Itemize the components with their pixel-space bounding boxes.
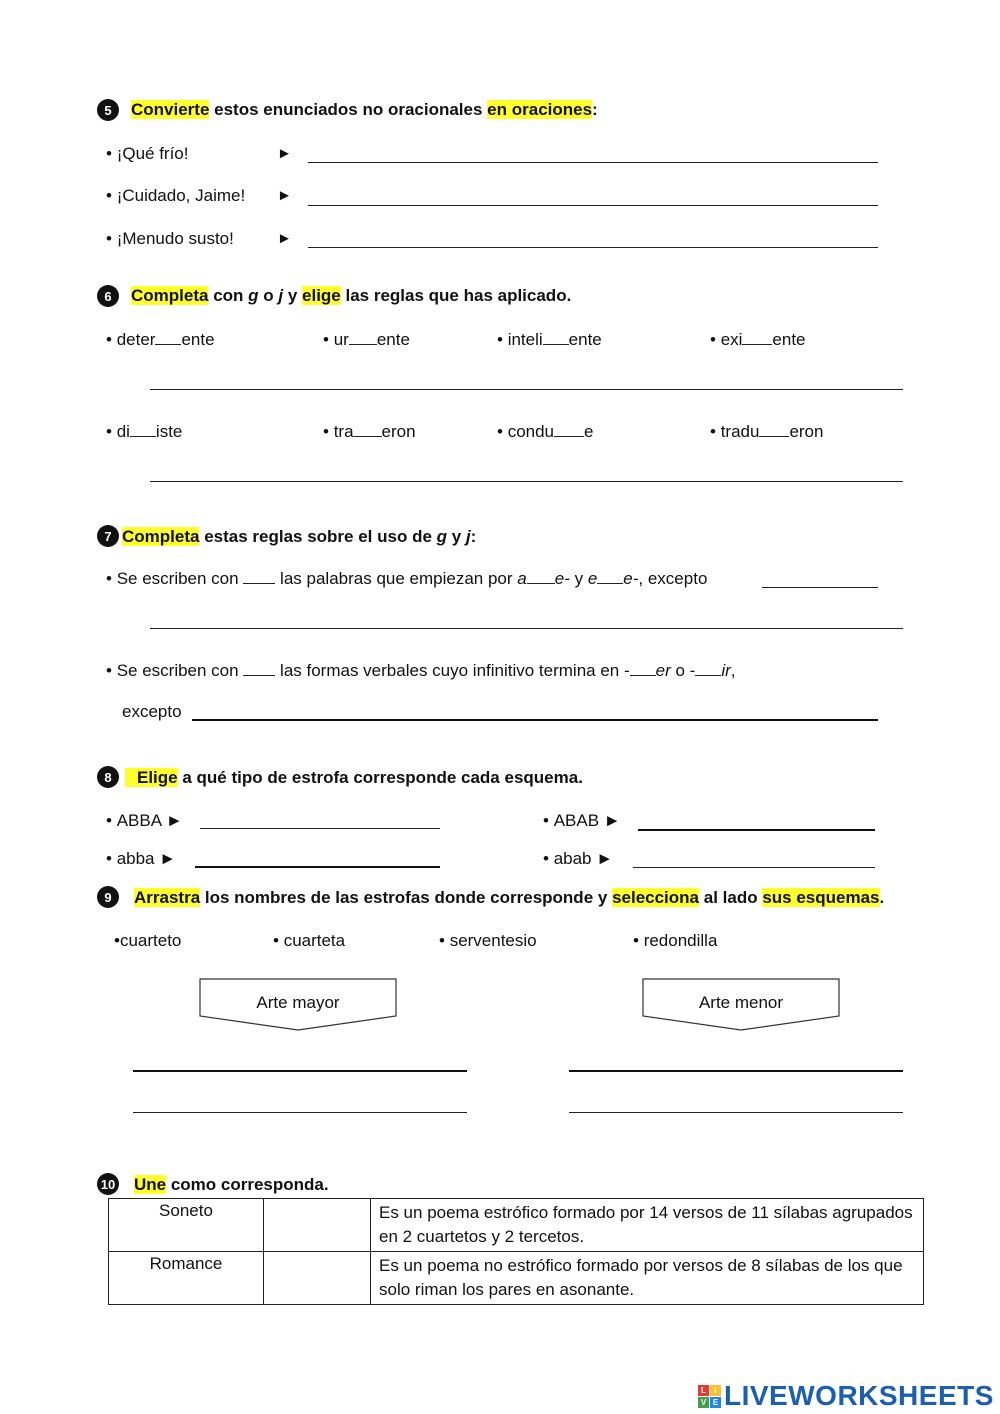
heading-highlight: sus esquemas [762, 888, 880, 907]
heading-text: con [208, 286, 249, 305]
s9-option-redondilla[interactable]: • redondilla [633, 931, 718, 950]
s5-item-1: • ¡Qué frío! [106, 144, 189, 163]
s9-option-serventesio[interactable]: • serventesio [439, 931, 537, 950]
scheme-label: ABAB ► [553, 811, 621, 830]
heading-text: y [283, 286, 303, 305]
word-part: tra [333, 422, 354, 441]
letter-blank[interactable] [349, 330, 377, 345]
letter-blank[interactable] [527, 569, 555, 584]
word-part: ente [772, 330, 806, 349]
heading-text: los nombres de las estrofas donde corresponde y [200, 888, 613, 907]
s6-rule-line-2[interactable] [150, 481, 903, 482]
s6-word-4: • exi ente [710, 330, 806, 349]
heading-text: como corresponda. [166, 1175, 329, 1194]
s5-item-text: ¡Menudo susto! [116, 229, 234, 248]
option-text: cuarteta [283, 931, 346, 950]
word-part: condu [507, 422, 555, 441]
s6-word-3: • inteli ente [497, 330, 602, 349]
s8-answer-line-4[interactable] [633, 867, 875, 868]
heading-highlight: Une [134, 1175, 167, 1194]
word-part: tradu [720, 422, 760, 441]
section-10-number: 10 [97, 1173, 119, 1195]
s8-scheme-2: • ABAB ► [543, 811, 621, 830]
s6-word-6: • tra eron [323, 422, 416, 441]
section-9-heading [134, 888, 884, 908]
option-text: serventesio [449, 931, 537, 950]
s8-answer-line-2[interactable] [638, 829, 875, 831]
arte-mayor-drop-line-2[interactable] [133, 1112, 467, 1113]
term-cell: Soneto [109, 1199, 264, 1252]
rule-text: las formas verbales cuyo infinitivo termina en - [275, 661, 630, 680]
rule-text: , [730, 661, 736, 680]
logo-cube-letter: V [698, 1397, 709, 1408]
logo-cube-letter: I [710, 1385, 721, 1396]
heading-text: g [436, 527, 448, 546]
heading-text: o [258, 286, 279, 305]
s6-word-2: • ur ente [323, 330, 410, 349]
section-7-heading [122, 527, 476, 547]
s5-item-2: • ¡Cuidado, Jaime! [106, 186, 246, 205]
rule-text: er [655, 661, 671, 680]
arte-menor-drop-line-1[interactable] [569, 1070, 903, 1072]
s7-exception-line-1a[interactable] [762, 587, 878, 588]
heading-highlight: Elige [125, 768, 178, 787]
heading-text: a qué tipo de estrofa corresponde cada esquema. [177, 768, 583, 787]
scheme-label: abab ► [553, 849, 614, 868]
heading-highlight: Completa [131, 286, 209, 305]
logo-cube-letter: E [710, 1397, 721, 1408]
logo-cube-icon [698, 1385, 721, 1408]
rule-text: Se escriben con [116, 569, 244, 588]
heading-text: : [592, 100, 598, 119]
heading-text: . [879, 888, 885, 907]
definition-cell: Es un poema estrófico formado por 14 versos de 11 sílabas agrupados en 2 cuartetos y 2 tercetos. [371, 1199, 924, 1252]
table-row [109, 1199, 924, 1252]
heading-text: y [447, 527, 466, 546]
letter-blank[interactable] [695, 661, 721, 676]
arte-mayor-label: Arte mayor [256, 993, 340, 1012]
heading-text: las reglas que has aplicado. [340, 286, 572, 305]
s7-rule-1: • Se escriben con las palabras que empiezan por a e- y e e-, excepto [106, 569, 708, 588]
s5-answer-line-2[interactable] [308, 205, 878, 206]
word-part: deter [116, 330, 156, 349]
letter-blank[interactable] [130, 422, 156, 437]
word-part: iste [155, 422, 183, 441]
letter-blank[interactable] [554, 422, 584, 437]
heading-text: : [470, 527, 477, 546]
s5-item-text: ¡Cuidado, Jaime! [116, 186, 246, 205]
option-text: cuarteto [119, 931, 182, 950]
rule-text: a [517, 569, 527, 588]
s8-answer-line-3[interactable] [195, 866, 440, 868]
arrow-icon: ► [277, 145, 292, 162]
scheme-label: ABBA ► [116, 811, 183, 830]
rule-text: ir [721, 661, 731, 680]
letter-blank[interactable] [742, 330, 772, 345]
s9-option-cuarteta[interactable]: • cuarteta [273, 931, 346, 950]
logo-text: LIVEWORKSHEETS [724, 1380, 994, 1411]
s6-word-5: • di iste [106, 422, 183, 441]
logo-cube-letter: L [698, 1385, 709, 1396]
rule-text: e [587, 569, 598, 588]
section-5-number: 5 [97, 99, 119, 121]
s7-exception-line-1b[interactable] [150, 628, 903, 629]
section-8-heading [125, 768, 583, 788]
s8-answer-line-1[interactable] [200, 828, 440, 829]
heading-highlight: en oraciones [487, 100, 593, 119]
heading-text: estos enunciados no oracionales [209, 100, 488, 119]
s6-word-1: • deter ente [106, 330, 215, 349]
rule-text: las palabras que empiezan por [275, 569, 518, 588]
heading-highlight: Completa [122, 527, 200, 546]
s5-answer-line-3[interactable] [308, 247, 878, 248]
s6-word-7: • condu e [497, 422, 594, 441]
rule-text: e- [623, 569, 639, 588]
table-row [109, 1252, 924, 1305]
section-5-heading [131, 100, 598, 120]
word-part: eron [789, 422, 824, 441]
s9-option-cuarteto[interactable]: •cuarteto [114, 931, 182, 950]
s5-item-3: • ¡Menudo susto! [106, 229, 234, 248]
word-part: inteli [507, 330, 543, 349]
word-part: ente [376, 330, 410, 349]
rule-text: , excepto [638, 569, 708, 588]
rule-text: Se escriben con [116, 661, 244, 680]
heading-text: j [278, 286, 284, 305]
section-6-number: 6 [97, 285, 119, 307]
rule-text: y [569, 569, 588, 588]
letter-blank[interactable] [543, 330, 569, 345]
s7-except-label: excepto [122, 702, 182, 721]
letter-blank[interactable] [243, 569, 275, 584]
s5-item-text: ¡Qué frío! [116, 144, 189, 163]
heading-highlight: Convierte [131, 100, 210, 119]
section-9-number: 9 [97, 886, 119, 908]
heading-highlight: elige [302, 286, 341, 305]
scheme-label: abba ► [116, 849, 177, 868]
s7-exception-line-2[interactable] [192, 719, 878, 721]
heading-highlight: Arrastra [134, 888, 201, 907]
s6-word-8: • tradu eron [710, 422, 824, 441]
word-part: ente [568, 330, 602, 349]
heading-highlight: selecciona [612, 888, 700, 907]
section-7-number: 7 [97, 525, 119, 547]
arte-menor-drop-line-2[interactable] [569, 1112, 903, 1113]
word-part: ur [333, 330, 349, 349]
s8-scheme-4: • abab ► [543, 849, 614, 868]
word-part: ente [181, 330, 215, 349]
letter-blank[interactable] [155, 330, 181, 345]
word-part: di [116, 422, 130, 441]
s6-rule-line-1[interactable] [150, 389, 903, 390]
arrow-icon: ► [277, 187, 292, 204]
join-cell[interactable] [264, 1199, 371, 1252]
s8-scheme-3: • abba ► [106, 849, 177, 868]
arrow-icon: ► [277, 230, 292, 247]
heading-text: g [248, 286, 259, 305]
letter-blank[interactable] [597, 569, 623, 584]
letter-blank[interactable] [354, 422, 382, 437]
section-6-heading [131, 286, 571, 306]
word-part: eron [381, 422, 416, 441]
section-10-heading [134, 1175, 329, 1195]
term-cell: Romance [109, 1252, 264, 1305]
arte-mayor-drop-line-1[interactable] [133, 1070, 467, 1072]
rule-text: o - [670, 661, 696, 680]
arte-menor-label: Arte menor [698, 993, 784, 1012]
definition-cell: Es un poema no estrófico formado por versos de 8 sílabas de los que solo riman los pares en asonante. [371, 1252, 924, 1305]
matching-table [108, 1198, 924, 1305]
heading-text: j [465, 527, 471, 546]
s5-answer-line-1[interactable] [308, 162, 878, 163]
section-8-number: 8 [97, 766, 119, 788]
option-text: redondilla [643, 931, 718, 950]
letter-blank[interactable] [630, 661, 656, 676]
liveworksheets-logo [698, 1380, 994, 1412]
letter-blank[interactable] [759, 422, 789, 437]
letter-blank[interactable] [243, 661, 275, 676]
s8-scheme-1: • ABBA ► [106, 811, 183, 830]
s7-rule-2: • Se escriben con las formas verbales cuyo infinitivo termina en - er o - ir, [106, 661, 736, 680]
heading-text: al lado [699, 888, 763, 907]
rule-text: e- [554, 569, 570, 588]
word-part: e [584, 422, 594, 441]
heading-text: estas reglas sobre el uso de [199, 527, 437, 546]
join-cell[interactable] [264, 1252, 371, 1305]
word-part: exi [720, 330, 743, 349]
